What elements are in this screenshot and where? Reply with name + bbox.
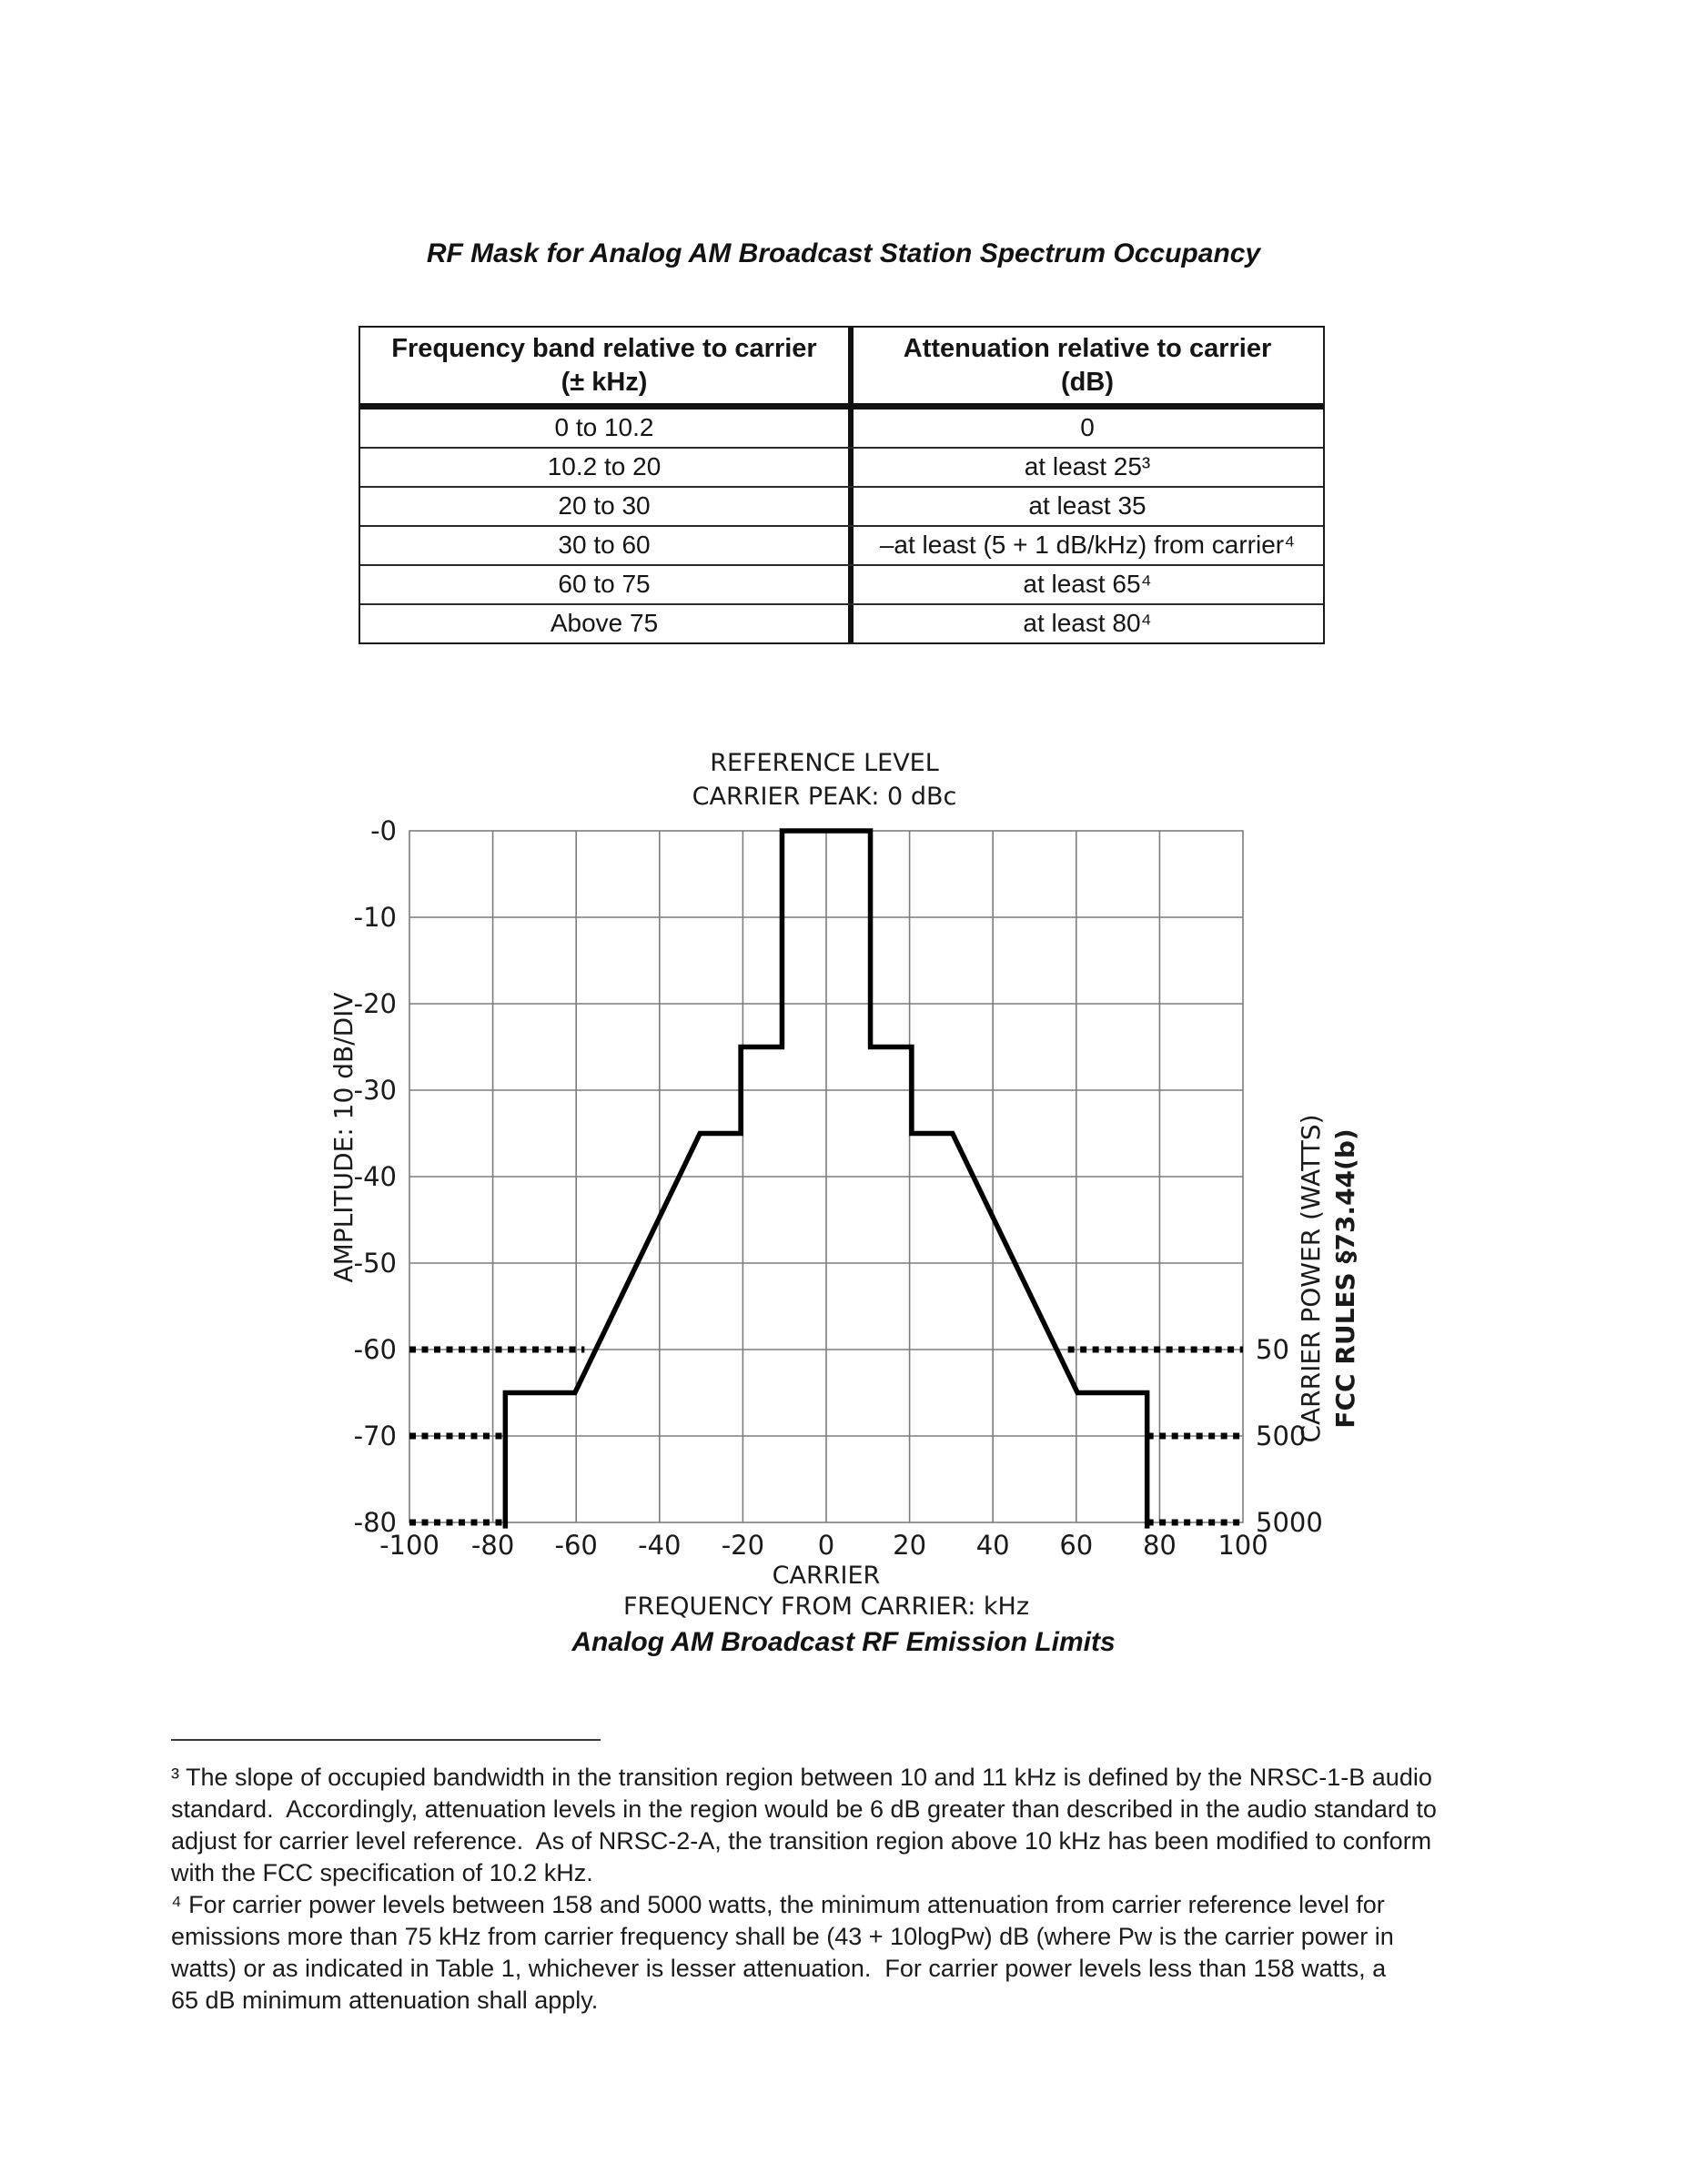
footnote-line: 65 dB minimum attenuation shall apply. — [171, 1987, 599, 2014]
frequency-header-line1: Frequency band relative to carrier — [391, 334, 817, 363]
y-axis-tick-label: -50 — [353, 1248, 397, 1279]
carrier-power-tick-label: 5000 — [1256, 1507, 1323, 1538]
y-axis-tick-label: -80 — [353, 1507, 397, 1538]
footnote-line: with the FCC specification of 10.2 kHz. — [171, 1859, 593, 1886]
band-cell: 60 to 75 — [558, 570, 651, 598]
footnote-line: standard. Accordingly, attenuation levels in the region would be 6 dB greater than described in the audio standard to — [171, 1795, 1437, 1823]
x-axis-tick-label: -60 — [554, 1530, 598, 1561]
y-axis-tick-label: -0 — [370, 815, 397, 846]
table-row — [360, 486, 1323, 525]
fcc-rules-label: FCC RULES §73.44(b) — [1330, 1128, 1360, 1429]
band-cell: Above 75 — [550, 609, 659, 637]
band-cell: 20 to 30 — [558, 491, 651, 520]
carrier-power-tick-label: 50 — [1256, 1334, 1289, 1365]
table-row — [360, 603, 1323, 642]
y-axis-tick-label: -60 — [353, 1334, 397, 1365]
band-cell: 10.2 to 20 — [547, 452, 662, 480]
page-title: RF Mask for Analog AM Broadcast Station Spectrum Occupancy — [426, 238, 1261, 268]
emission-mask-chart — [300, 746, 1374, 1638]
footnote-separator-rule — [171, 1739, 601, 1741]
attenuation-cell: at least 80⁴ — [848, 605, 1321, 642]
chart-labels — [328, 749, 1360, 1621]
attenuation-cell: at least 35 — [848, 488, 1321, 525]
x-axis-tick-label: -20 — [721, 1530, 765, 1561]
y-axis-tick-label: -40 — [353, 1161, 397, 1192]
x-axis-tick-label: -80 — [470, 1530, 515, 1561]
table-header-cell-frequency — [360, 328, 848, 403]
footnote-line: adjust for carrier level reference. As of NRSC-2-A, the transition region above 10 kHz has been modified to conform — [171, 1827, 1432, 1855]
table-row — [360, 447, 1323, 486]
carrier-power-tick-label: 500 — [1256, 1421, 1307, 1451]
attenuation-cell: at least 25³ — [848, 449, 1321, 486]
chart-grid — [409, 831, 1243, 1522]
table-row — [360, 525, 1323, 564]
x-axis-tick-label: 80 — [1142, 1530, 1177, 1561]
y-axis-tick-label: -70 — [353, 1421, 397, 1451]
footnote-line: emissions more than 75 kHz from carrier frequency shall be (43 + 10logPw) dB (where Pw is the carrier power in — [171, 1923, 1394, 1950]
x-axis-title: FREQUENCY FROM CARRIER: kHz — [622, 1592, 1030, 1621]
table-header-cell-attenuation — [848, 328, 1321, 403]
spec-table-body — [360, 410, 1323, 642]
spec-table-header — [360, 328, 1323, 410]
carrier-peak-label: CARRIER PEAK: 0 dBc — [692, 783, 957, 811]
y-axis-tick-label: -30 — [353, 1075, 397, 1106]
band-cell: 0 to 10.2 — [554, 413, 654, 441]
y-axis-title: AMPLITUDE: 10 dB/DIV — [328, 992, 359, 1283]
footnote-line: ⁴ For carrier power levels between 158 and 5000 watts, the minimum attenuation from carrier reference level for — [171, 1891, 1385, 1918]
x-axis-tick-label: 100 — [1217, 1530, 1268, 1561]
chart-caption: Analog AM Broadcast RF Emission Limits — [571, 1627, 1116, 1657]
attenuation-header-line1: Attenuation relative to carrier — [903, 334, 1272, 363]
footnote-line: watts) or as indicated in Table 1, whichever is lesser attenuation. For carrier power levels less than 158 watts, a — [171, 1955, 1387, 1982]
footnotes — [171, 1762, 1554, 2017]
reference-level-label: REFERENCE LEVEL — [710, 749, 939, 777]
attenuation-cell: –at least (5 + 1 dB/kHz) from carrier⁴ — [848, 527, 1321, 564]
x-axis-tick-label: 0 — [817, 1530, 835, 1561]
attenuation-header-line2: (dB) — [1061, 368, 1114, 397]
x-axis-tick-label: -100 — [379, 1530, 439, 1561]
footnote-line: ³ The slope of occupied bandwidth in the transition region between 10 and 11 kHz is defined by the NRSC-1-B audio — [171, 1764, 1432, 1791]
attenuation-cell: 0 — [848, 410, 1321, 447]
band-cell: 30 to 60 — [558, 531, 651, 559]
carrier-axis-label: CARRIER — [772, 1562, 881, 1590]
carrier-power-axis-title: CARRIER POWER (WATTS) — [1296, 1114, 1326, 1443]
y-axis-tick-label: -20 — [353, 988, 397, 1019]
x-axis-tick-label: -40 — [638, 1530, 682, 1561]
table-row — [360, 564, 1323, 603]
spec-table — [359, 326, 1325, 644]
x-axis-tick-label: 40 — [975, 1530, 1010, 1561]
x-axis-tick-label: 60 — [1059, 1530, 1094, 1561]
table-row — [360, 410, 1323, 447]
x-axis-tick-label: 20 — [893, 1530, 927, 1561]
frequency-header-line2: (± kHz) — [561, 368, 648, 397]
emission-mask-chart-svg — [300, 746, 1374, 1638]
attenuation-cell: at least 65⁴ — [848, 566, 1321, 603]
y-axis-tick-label: -10 — [353, 902, 397, 933]
